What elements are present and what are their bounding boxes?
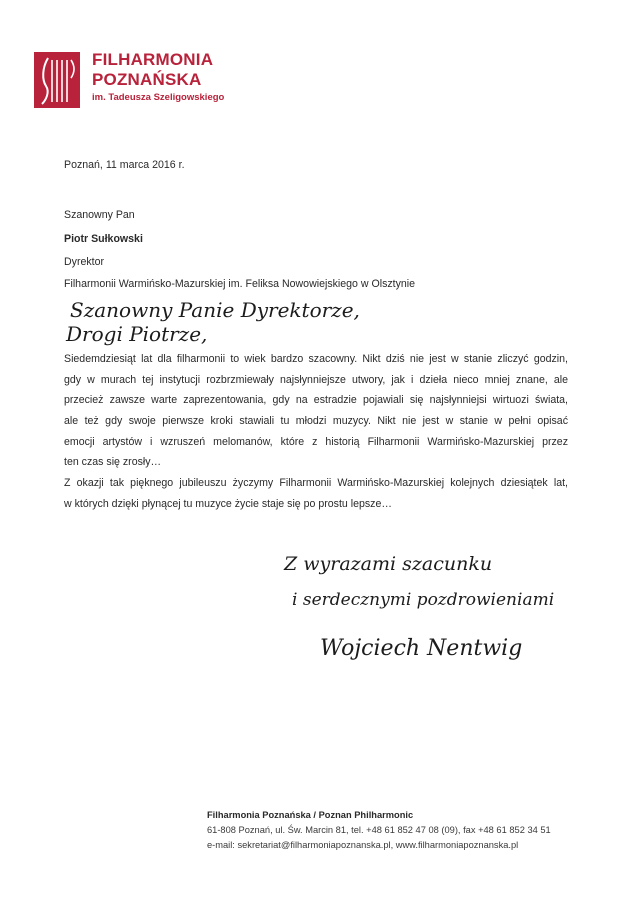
- letter-date: Poznań, 11 marca 2016 r.: [64, 159, 185, 171]
- recipient-name: Piotr Sułkowski: [64, 233, 143, 245]
- recipient-position: Dyrektor: [64, 256, 105, 268]
- logo-name-line2: POZNAŃSKA: [92, 70, 202, 89]
- handwritten-closing-line2: i serdecznymi pozdrowieniami: [292, 590, 555, 610]
- logo: [34, 48, 234, 112]
- logo-subtitle: im. Tadeusza Szeligowskiego: [92, 92, 225, 103]
- body-line: gdy w murach tej instytucji rozbrzmiewały najsłynniejsze utwory, jak i dzieła nieco mniej znane, ale: [64, 373, 568, 386]
- logo-name-line1: FILHARMONIA: [92, 50, 214, 69]
- body-line: Siedemdziesiąt lat dla filharmonii to wiek bardzo szacowny. Nikt dziś nie jest w stanie zliczyć godzin,: [64, 353, 568, 365]
- letter-body: [64, 349, 568, 515]
- handwritten-greeting-line2: Drogi Piotrze,: [66, 322, 208, 346]
- letter-footer: [207, 808, 551, 853]
- philharmonic-logo-icon: [34, 52, 80, 108]
- handwritten-greeting-line1: Szanowny Panie Dyrektorze,: [70, 298, 360, 322]
- body-line: w których dzięki płynącej tu muzyce życie staje się po prostu lepsze…: [64, 497, 392, 510]
- recipient-institution: Filharmonii Warmińsko-Mazurskiej im. Feliksa Nowowiejskiego w Olsztynie: [64, 278, 416, 290]
- footer-organization: Filharmonia Poznańska / Poznan Philharmonic: [207, 810, 414, 820]
- body-line: ten czas się zrosły…: [64, 456, 162, 469]
- body-line: Z okazji tak pięknego jubileuszu życzymy Filharmonii Warmińsko-Mazurskiej kolejnych dziesiątek lat,: [64, 477, 568, 490]
- body-line: przecież zawsze warte zaprezentowania, gdy na estradzie pojawiali się najsłynniejsi wirtuozi świata,: [64, 394, 568, 407]
- footer-contact: e-mail: sekretariat@filharmoniapoznanska.pl, www.filharmoniapoznanska.pl: [207, 840, 519, 850]
- body-line: ale też gdy swoje pierwsze kroki stawiali tu młodzi muzycy. Nikt nie jest w stanie w pełni opisać: [64, 415, 568, 428]
- recipient-salutation: Szanowny Pan: [64, 209, 135, 221]
- handwritten-closing-line1: Z wyrazami szacunku: [284, 553, 493, 575]
- footer-address: 61-808 Poznań, ul. Św. Marcin 81, tel. +48 61 852 47 08 (09), fax +48 61 852 34 51: [207, 825, 551, 835]
- handwritten-signature: Wojciech Nentwig: [320, 636, 523, 661]
- body-line: emocji artystów i wzruszeń melomanów, które z historią Filharmonii Warmińsko-Mazurskiej przez: [64, 435, 568, 448]
